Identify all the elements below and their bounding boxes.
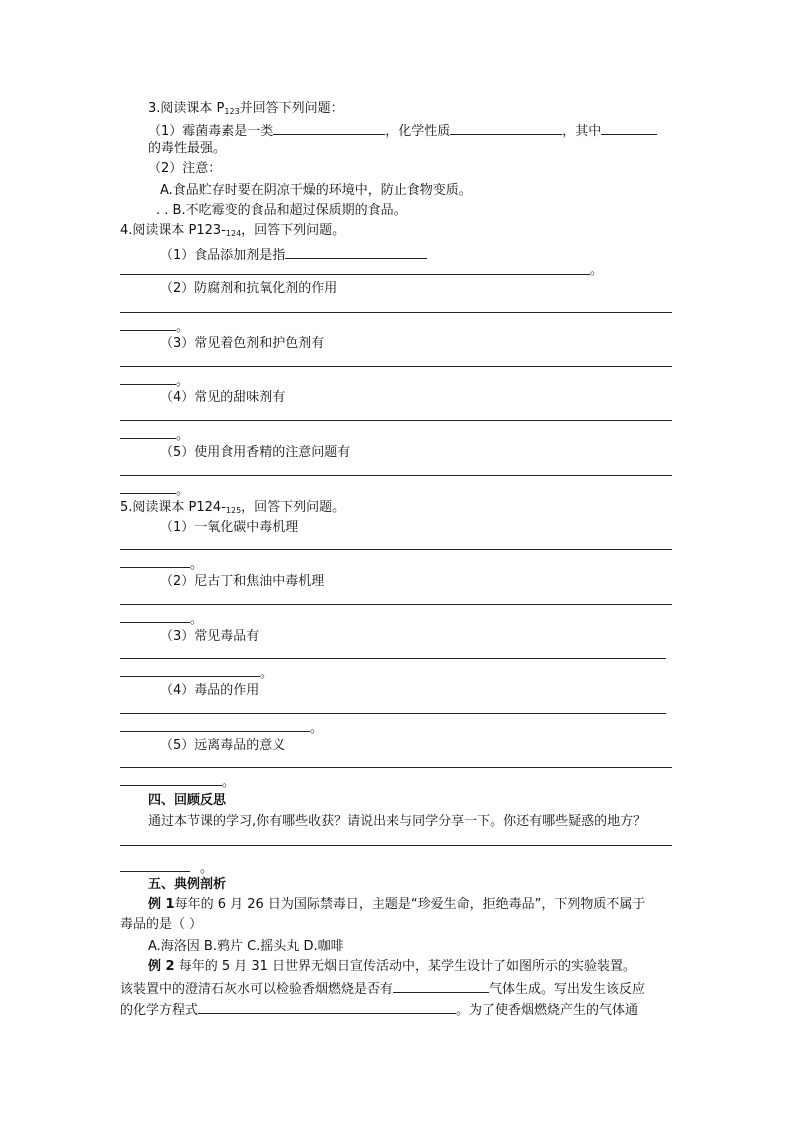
answer-blank[interactable] [120, 316, 176, 331]
period: 。 [590, 263, 604, 278]
answer-line[interactable] [120, 658, 666, 659]
answer-blank[interactable] [120, 424, 176, 439]
q4-item-5: （5）使用食用香精的注意问题有 [160, 445, 351, 460]
q4-item-3: （3）常见着色剂和护色剂有 [160, 336, 325, 351]
q4-title: 4.阅读课本 $P123-_{124}$，回答下列问题。 [120, 223, 346, 238]
answer-line[interactable] [120, 713, 666, 714]
answer-line[interactable] [120, 767, 672, 768]
q4-item-4: （4）常见的甜味剂有 [160, 390, 286, 405]
q3-item-1: （1）霉菌毒素是一类 ，化学性质 ，其中 [148, 120, 657, 141]
answer-line[interactable] [120, 475, 672, 476]
q5-item-3: （3）常见毒品有 [160, 629, 260, 644]
answer-blank[interactable] [450, 120, 562, 135]
q5-title: 5.阅读课本 $P124-_{125}$，回答下列问题。 [120, 500, 346, 515]
example-2-line-2: 该装置中的澄清石灰水可以检验香烟燃烧是否有 气体生成。写出发生该反应 [120, 978, 645, 999]
answer-end: 。 [120, 608, 203, 629]
section-heading-review: 四、回顾反思 [148, 793, 227, 808]
q3-note-b: . . B.不吃霉变的食品和超过保质期的食品。 [156, 203, 407, 218]
answer-blank[interactable] [273, 120, 385, 135]
q3-note-a: A.食品贮存时要在阴凉干燥的环境中，防止食物变质。 [160, 183, 472, 198]
example-2: 例 2 每年的 5 月 31 日世界无烟日宣传活动中，某学生设计了如图所示的实验装置。 [148, 959, 637, 974]
answer-end: 。 [120, 857, 213, 878]
answer-blank[interactable] [120, 479, 176, 494]
answer-line[interactable] [120, 845, 672, 846]
answer-blank[interactable] [120, 771, 222, 786]
answer-end: 。 [120, 370, 189, 391]
q3-item-1-end: 的毒性最强。 [148, 141, 227, 156]
q5-item-2: （2）尼古丁和焦油中毒机理 [160, 574, 325, 589]
answer-blank[interactable] [120, 717, 310, 732]
answer-blank[interactable] [120, 608, 190, 623]
answer-blank[interactable] [601, 120, 657, 135]
answer-end: 。 [120, 553, 203, 574]
answer-end: 。 [120, 316, 189, 337]
example-2-line-3: 的化学方程式 。为了使香烟燃烧产生的气体通 [120, 999, 638, 1020]
q5-item-4: （4）毒品的作用 [160, 683, 260, 698]
answer-blank[interactable] [198, 999, 456, 1014]
example-1-cont: 毒品的是（ ） [120, 917, 203, 932]
answer-blank[interactable] [120, 370, 176, 385]
q5-item-5: （5）远离毒品的意义 [160, 738, 286, 753]
answer-blank[interactable] [120, 662, 260, 677]
q3-item-2: （2）注意： [148, 161, 222, 176]
answer-line[interactable] [120, 420, 672, 421]
answer-end: 。 [120, 662, 273, 683]
answer-end: 。 [120, 479, 189, 500]
section-heading-examples: 五、典例剖析 [148, 877, 227, 892]
answer-end: 。 [120, 424, 189, 445]
review-prompt: 通过本节课的学习,你有哪些收获？请说出来与同学分享一下。你还有哪些疑惑的地方？ [148, 814, 647, 829]
answer-line[interactable] [120, 274, 590, 275]
q4-item-2: （2）防腐剂和抗氧化剂的作用 [160, 281, 338, 296]
answer-blank[interactable] [120, 857, 190, 872]
answer-blank[interactable] [393, 978, 489, 993]
q4-item-1: （1）食品添加剂是指 [160, 244, 427, 265]
answer-end: 。 [120, 771, 235, 792]
answer-line[interactable] [120, 604, 672, 605]
answer-line[interactable] [120, 312, 672, 313]
example-1-options: A.海洛因 B.鸦片 C.摇头丸 D.咖啡 [148, 939, 344, 954]
answer-blank[interactable] [120, 553, 190, 568]
answer-line[interactable] [120, 366, 672, 367]
q3-title: 3.阅读课本 $P_{123}$并回答下列问题： [148, 101, 344, 116]
answer-line[interactable] [120, 549, 672, 550]
answer-end: 。 [120, 717, 323, 738]
q5-item-1: （1）一氧化碳中毒机理 [160, 520, 299, 535]
answer-blank[interactable] [285, 244, 427, 259]
example-1: 例 1每年的 6 月 26 日为国际禁毒日，主题是“珍爱生命，拒绝毒品”，下列物质不属于 [148, 897, 646, 912]
